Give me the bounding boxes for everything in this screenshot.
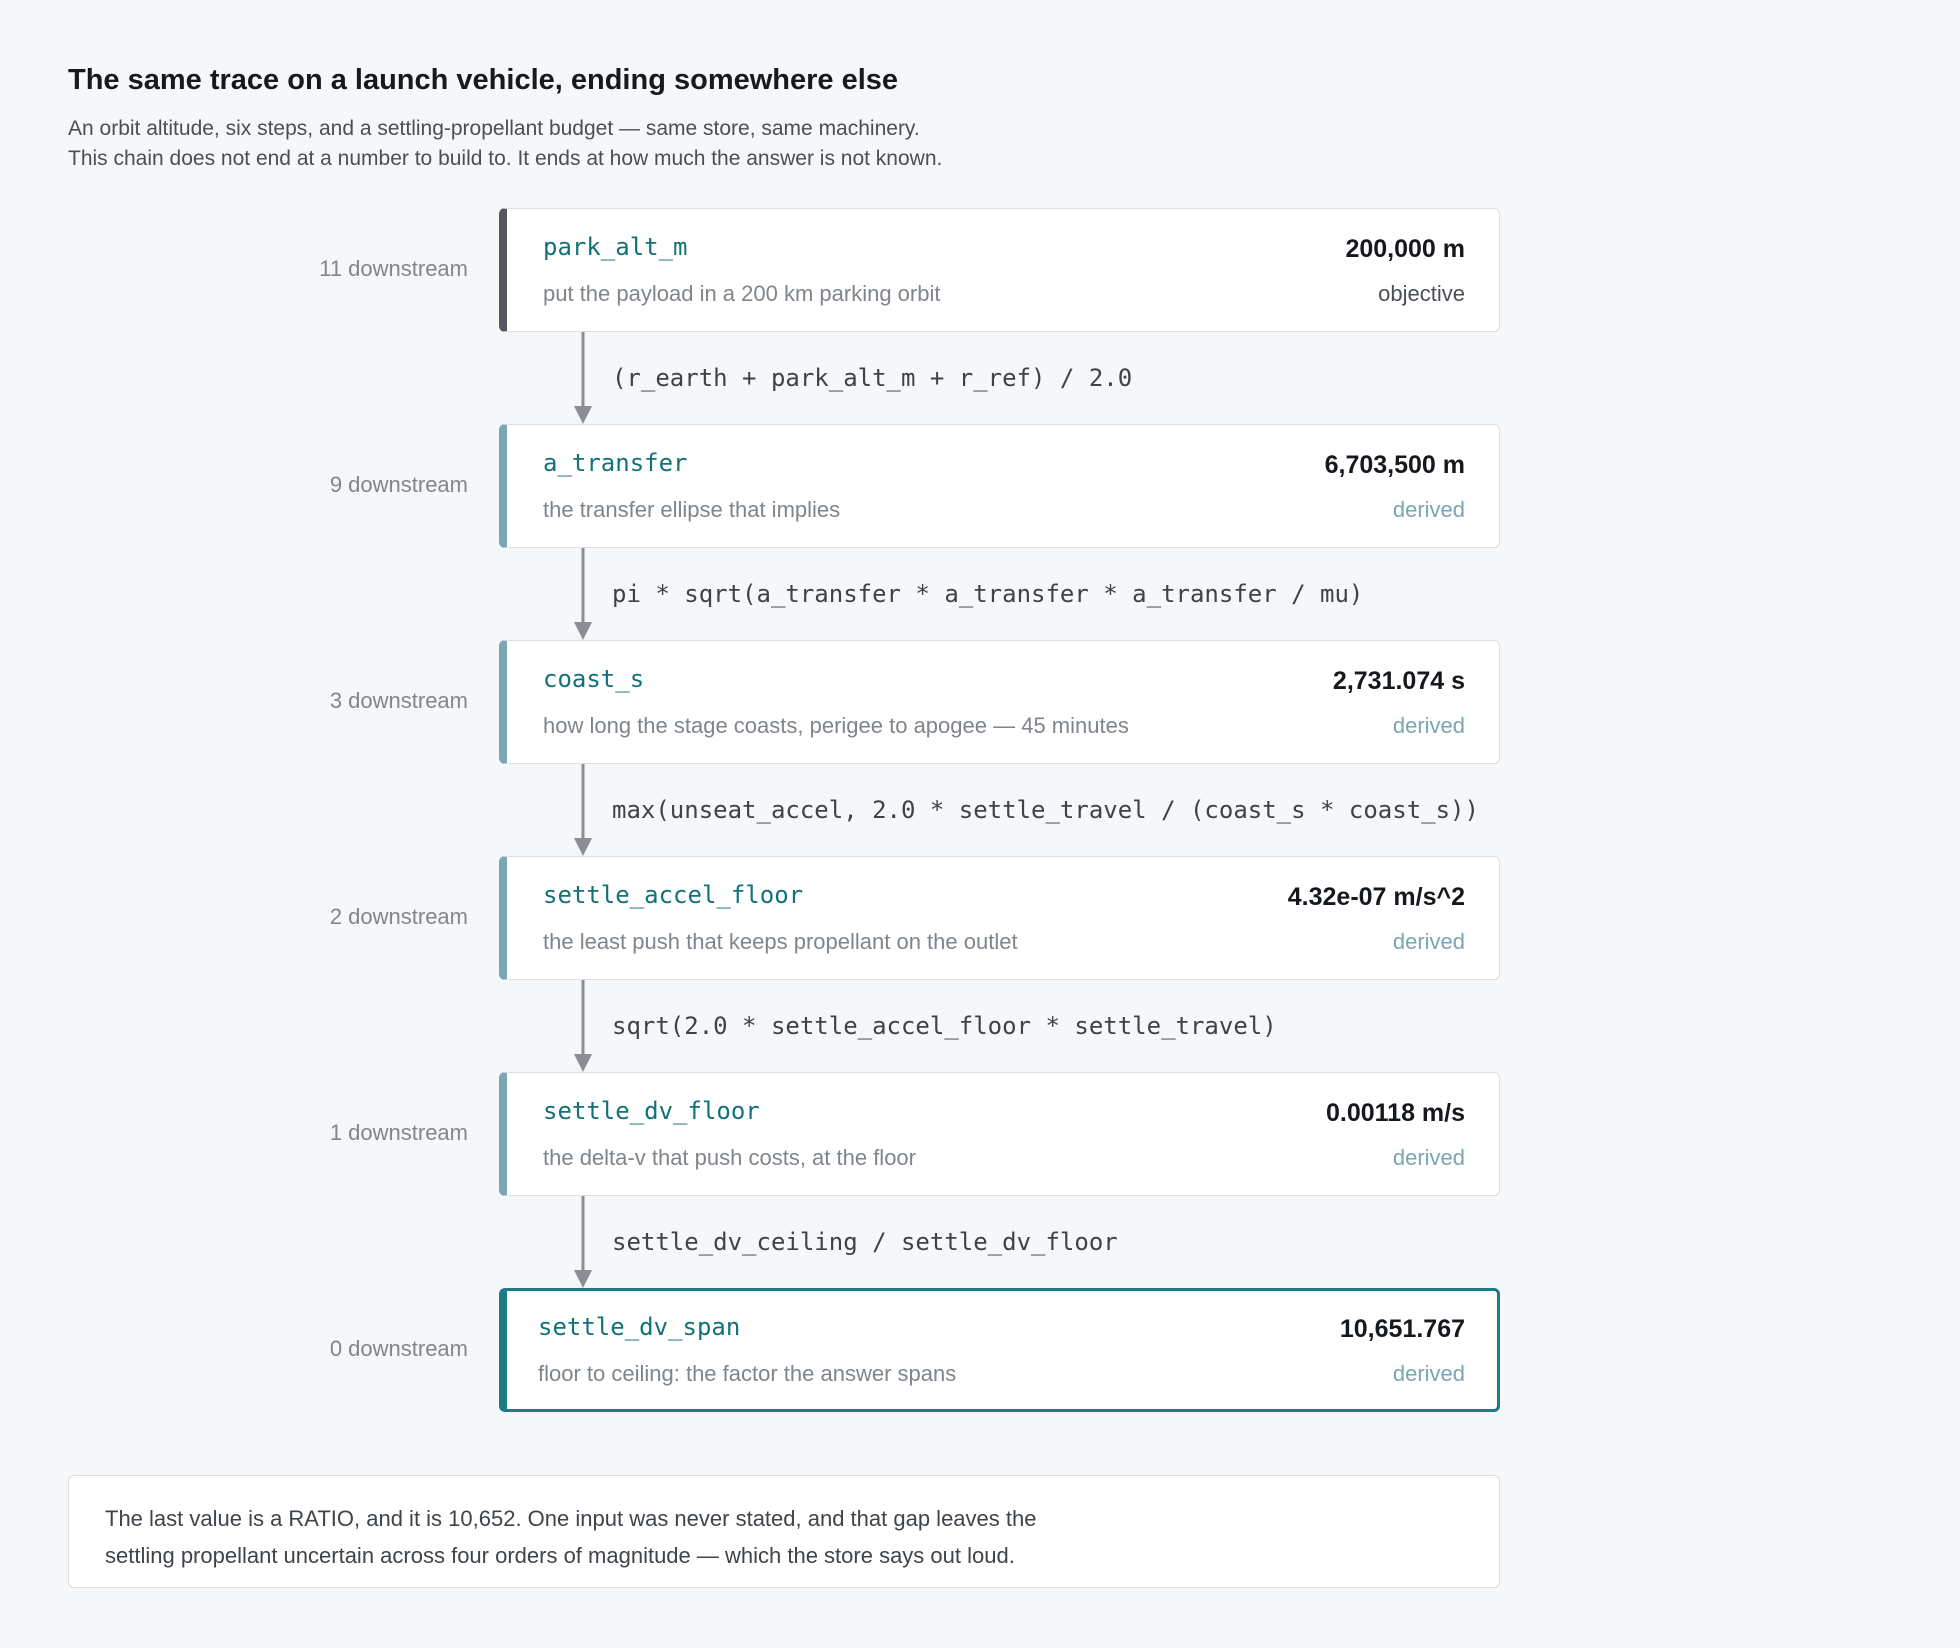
chain-edge	[0, 764, 1960, 856]
node-name: park_alt_m	[543, 233, 688, 261]
node-value: 4.32e-07 m/s^2	[1287, 883, 1465, 911]
edge-formula: settle_dv_ceiling / settle_dv_floor	[612, 1228, 1118, 1256]
node-name: a_transfer	[543, 449, 688, 477]
chain-row-settle-dv-span	[0, 1288, 1960, 1412]
node-card-settle-dv-floor[interactable]	[499, 1072, 1500, 1196]
down-arrow-icon	[573, 1196, 593, 1288]
chain-row-settle-accel-floor	[0, 856, 1960, 980]
edge-formula: max(unseat_accel, 2.0 * settle_travel / (coast_s * coast_s))	[612, 796, 1479, 824]
subtitle-line-2: This chain does not end at a number to build to. It ends at how much the answer is not known.	[68, 147, 943, 170]
page-subtitle	[68, 114, 942, 174]
node-name: settle_accel_floor	[543, 881, 804, 909]
summary-note	[68, 1475, 1500, 1588]
down-arrow-icon	[573, 332, 593, 424]
downstream-count: 3 downstream	[329, 688, 468, 713]
down-arrow-icon	[573, 764, 593, 856]
summary-line-1: The last value is a RATIO, and it is 10,652. One input was never stated, and that gap leaves the	[105, 1506, 1037, 1531]
chain-row-park-alt-m	[0, 208, 1960, 332]
node-description: how long the stage coasts, perigee to apogee — 45 minutes	[543, 713, 1129, 738]
node-kind: objective	[1378, 281, 1465, 306]
chain-edge	[0, 548, 1960, 640]
node-value: 10,651.767	[1339, 1315, 1465, 1343]
node-kind: derived	[1392, 929, 1465, 954]
node-card-a-transfer[interactable]	[499, 424, 1500, 548]
node-name: settle_dv_span	[538, 1313, 741, 1341]
node-kind: derived	[1392, 1361, 1465, 1386]
node-value: 0.00118 m/s	[1325, 1099, 1465, 1127]
down-arrow-icon	[573, 548, 593, 640]
node-value: 200,000 m	[1345, 235, 1465, 263]
down-arrow-icon	[573, 980, 593, 1072]
node-card-park-alt-m[interactable]	[499, 208, 1500, 332]
downstream-count: 0 downstream	[329, 1336, 468, 1361]
node-kind: derived	[1392, 1145, 1465, 1170]
node-kind: derived	[1392, 497, 1465, 522]
chain-edge	[0, 1196, 1960, 1288]
node-description: put the payload in a 200 km parking orbit	[543, 281, 941, 306]
node-card-settle-accel-floor[interactable]	[499, 856, 1500, 980]
node-value: 2,731.074 s	[1332, 667, 1465, 695]
node-card-settle-dv-span[interactable]	[499, 1288, 1500, 1412]
node-value: 6,703,500 m	[1324, 451, 1465, 479]
edge-formula: sqrt(2.0 * settle_accel_floor * settle_travel)	[612, 1012, 1277, 1040]
downstream-count: 1 downstream	[329, 1120, 468, 1145]
node-description: the transfer ellipse that implies	[543, 497, 841, 522]
summary-line-2: settling propellant uncertain across four orders of magnitude — which the store says out loud.	[105, 1543, 1015, 1568]
downstream-count: 11 downstream	[319, 256, 468, 281]
node-description: the least push that keeps propellant on the outlet	[543, 929, 1018, 954]
chain-row-settle-dv-floor	[0, 1072, 1960, 1196]
downstream-count: 9 downstream	[329, 472, 468, 497]
edge-formula: (r_earth + park_alt_m + r_ref) / 2.0	[612, 364, 1133, 392]
summary-note-text	[105, 1500, 1125, 1574]
chain-row-a-transfer	[0, 424, 1960, 548]
chain-row-coast-s	[0, 640, 1960, 764]
chain-edge	[0, 332, 1960, 424]
node-card-coast-s[interactable]	[499, 640, 1500, 764]
subtitle-line-1: An orbit altitude, six steps, and a settling-propellant budget — same store, same machinery.	[68, 117, 920, 140]
edge-formula: pi * sqrt(a_transfer * a_transfer * a_transfer / mu)	[612, 580, 1364, 608]
page-title: The same trace on a launch vehicle, ending somewhere else	[68, 64, 899, 96]
node-kind: derived	[1392, 713, 1465, 738]
node-name: coast_s	[543, 665, 645, 693]
downstream-count: 2 downstream	[329, 904, 468, 929]
node-name: settle_dv_floor	[543, 1097, 760, 1125]
node-description: the delta-v that push costs, at the floor	[543, 1145, 916, 1170]
node-description: floor to ceiling: the factor the answer spans	[538, 1361, 957, 1386]
chain-edge	[0, 980, 1960, 1072]
